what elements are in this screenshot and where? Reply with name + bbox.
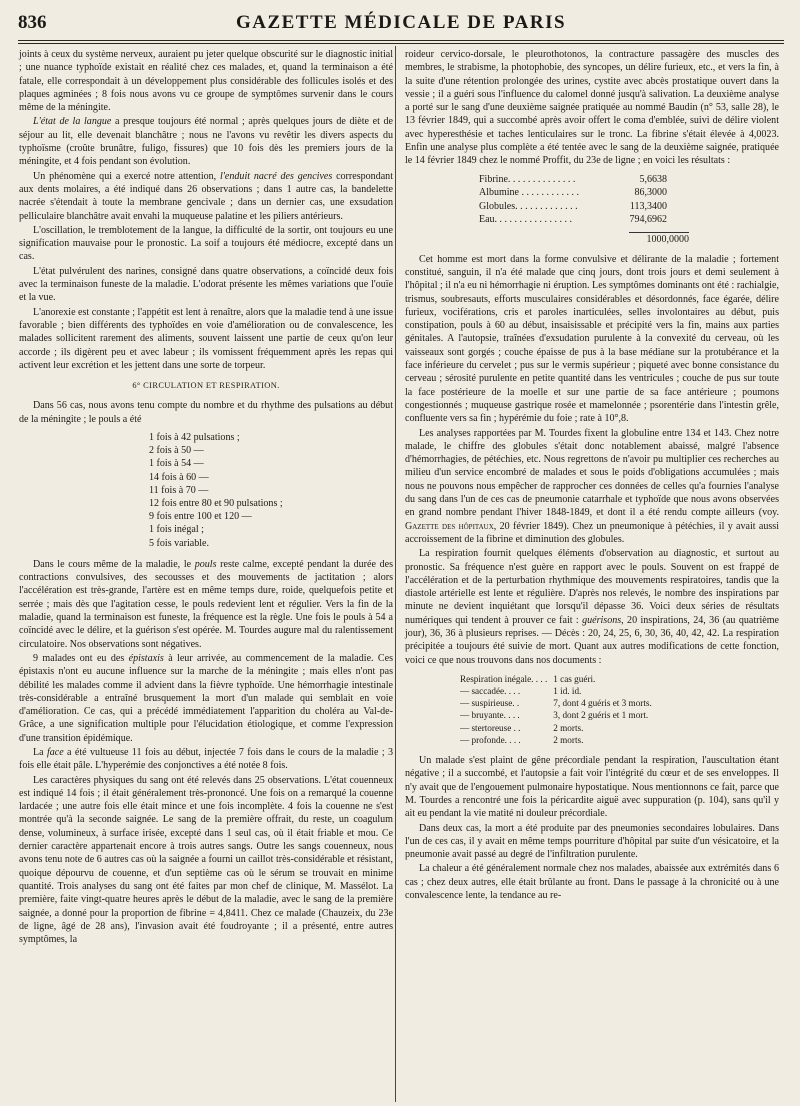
pulse-item: 11 fois à 70 — [149, 484, 209, 496]
table-row: Respiration inégale. . . . 1 cas guéri. [460, 673, 596, 684]
paragraph: Les analyses rapportées par M. Tourdes fixent la globuline entre 134 et 143. Chez notre malade, le chiffre des globules s'était donc notablement abaissé, malgré l'absence d'hémorrhagies, de pétéchies, etc. Nous regrettons de n'avoir pu multiplier ces recherches au milieu d'un service encombré de malades et sous le poids d'obligations accumulées ; mais nous ne pouvons nous empêcher de rapprocher ces données de celles qu'a fournies l'analyse du sang dans l'un de ces cas de pneumonie catarrhale et typhoïde que nous avons observées en grand nombre pendant l'hiver 1848-1849, et dont il a été rendu compte ailleurs (voy. Gazette des hôpitaux, 20 février 1849). Chez un pneumonique à pétéchies, il y avait aussi accroissement de la fibrine et diminution des globules. [405, 427, 779, 545]
page-header [18, 10, 784, 40]
pulse-list [149, 431, 393, 550]
paragraph: La chaleur a été généralement normale chez nos malades, abaissée aux extrémités dans 6 cas ; chez deux autres, elle était brûlante au front. Dans le passage à la chronicité ou à une convalescence lente, la tendance au re- [405, 863, 779, 902]
paragraph: Les caractères physiques du sang ont été relevés dans 25 observations. L'état couenneux est indiqué 14 fois ; il était généralement très-prononcé. Une fois on a remarqué la couenne lardacée ; une autre fois elle était mince et une fois incomplète. 4 fois la couenne ne s'est montrée qu'à la seconde saignée. Le sang de la première offrait, du reste, un coagulum dense, volumineux, à surface irisée, excepté dans 1 seul cas, où il était friable et mou. Ce dernier caractère appartenait encore à trois autres sangs. Outre les sangs couenneux, nous avons tenu note de 6 autres cas où la saignée a fourni un caillot très-considérable et résistant, quoique dépourvu de couenne, et d'un septième cas où le sérum se trouvait en minime quantité. Trois analyses du sang ont été faites par mon chef de clinique, M. Massélot. La première, faite vingt-quatre heures après le début de la maladie, avec le sang de la première saignée, a donné pour la proportion de fibrine = 4,8411. Chez ce malade (Chauzeix, du 23e de ligne, âgé de 28 ans), l'invasion avait été foudroyante ; il a présenté, entre autres symptômes, la [19, 774, 393, 946]
emphasis: épistaxis [128, 652, 164, 664]
paragraph: Dans deux cas, la mort a été produite par des pneumonies secondaires lobulaires. Dans l'un de ces cas, il y avait en même temps pourriture d'hôpital par suite d'un vésicatoire, et la pneumonie avait passé au degré de l'infiltration purulente. [405, 822, 779, 861]
emphasis: face [46, 747, 64, 758]
paragraph: L'état de la langue a presque toujours été normal ; après quelques jours de diète et de séjour au lit, elle devenait blanchâtre ; nous ne l'avons vu revêtir les divers aspects du typhoïsme (croûte brunâtre, fuligo, fissures) que 10 fois dès les premiers jours de la méningite, et 4 fois pendant son évolution. [19, 116, 393, 168]
analysis-total: 1000,0000 [629, 232, 689, 247]
paragraph: 9 malades ont eu des épistaxis à leur arrivée, au commencement de la maladie. Ces épistaxis n'ont eu aucune influence sur la marche de la méningite ; mais elles n'ont pas débilité les malades comme il advient dans la fièvre typhoïde. Une hémorrhagie intestinale très-considérable a entraîné brusquement la mort d'un malade qui semblait en voie d'amélioration. Ce cas, qui a précédé immédiatement l'apparition du choléra au Val-de-Grâce, a une signification multiple pour l'élucidation étiologique, et comme l'expression d'une transition épidémique. [19, 652, 394, 744]
paragraph: Un phénomène qui a exercé notre attention, l'enduit nacré des gencives correspondant aux dents molaires, a été indiqué dans 26 observations ; dans 1 autre cas, la bandelette nacrée s'étendait à toute la membrane gencivale ; dans un dernier cas, une exsudation pelliculaire blanchâtre avait envahi la muqueuse palatine et les piliers antérieurs. [19, 170, 393, 222]
journal-reference: Gazette des hôpitaux [405, 520, 494, 532]
emphasis: guérisons [582, 614, 622, 626]
paragraph: joints à ceux du système nerveux, auraient pu jeter quelque obscurité sur le diagnostic initial ; une nuance typhoïde existait en réalité chez ces malades, et, quand la terminaison a été fatale, elle correspondait à un développement plus considérable des follicules isolés et des plaques agminées ; 8 fois nous avons vu ce groupe de symptômes survenir dans le cours même de la méningite. [19, 49, 393, 114]
pulse-item: 1 fois inégal ; [149, 524, 204, 536]
column-divider [395, 46, 396, 1102]
header-rule-bottom [18, 43, 784, 44]
table-row: — suspirieuse. . 7, dont 4 guéris et 3 morts. [460, 698, 652, 709]
journal-title: GAZETTE MÉDICALE DE PARIS [235, 12, 567, 33]
table-row: — bruyante. . . . 3, dont 2 guéris et 1 mort. [460, 710, 649, 721]
table-row: Globules. . . . . . . . . . . . . 113,3400 [479, 200, 667, 212]
paragraph: Dans 56 cas, nous avons tenu compte du nombre et du rhythme des pulsations au début de la méningite ; le pouls a été [19, 400, 393, 425]
pulse-item: 9 fois entre 100 et 120 — [149, 511, 252, 523]
right-column [405, 48, 779, 903]
pulse-item: 2 fois à 50 — [149, 445, 204, 457]
emphasis: pouls [194, 558, 217, 570]
page-number: 836 [18, 12, 47, 33]
pulse-item: 14 fois à 60 — [149, 471, 209, 483]
blood-analysis-table [475, 173, 671, 227]
pulse-item: 5 fois variable. [149, 537, 209, 549]
paragraph: La face a été vultueuse 11 fois au début, injectée 7 fois dans le cours de la maladie ; 3 fois elle était pâle. L'hyperémie des conjonctives a été notée 8 fois. [19, 747, 393, 772]
pulse-item: 12 fois entre 80 et 90 pulsations ; [149, 498, 283, 510]
respiration-table [457, 673, 655, 746]
left-column [19, 48, 393, 947]
table-row: — stertoreuse . . 2 morts. [460, 722, 584, 733]
paragraph: L'oscillation, le tremblotement de la langue, la difficulté de la sortir, ont toujours eu une signification mauvaise pour le pronostic. La soif a toujours été médiocre, excepté dans un cas. [19, 224, 393, 263]
paragraph: La respiration fournit quelques éléments d'observation au diagnostic, et surtout au pronostic. Sa fréquence n'est guère en rapport avec le pouls. Souvent on est frappé de l'accélération et de la perturbation rhythmique des mouvements respiratoires, tandis que la diastole artérielle est lente et régulière. D'après nos relevés, le nombre des inspirations par minute ne devient inquiétant que lorsqu'il dépasse 36. Voici deux séries de résultats numériques qui tendent à prouver ce fait : guérisons, 20 inspirations, 24, 36 (au quatrième jour), 36, 36 à plusieurs reprises. — Décès : 20, 24, 25, 6, 30, 36, 40, 42, 42. La respiration précipitée a toujours été suivie de mort. Quant aux autres modifications de cette fonction, voici ce que nous trouvons dans nos documents : [405, 548, 779, 666]
section-heading: 6° CIRCULATION ET RESPIRATION. [132, 381, 280, 391]
emphasis: L'état de la langue [33, 116, 112, 128]
table-row: — profonde. . . . 2 morts. [460, 734, 584, 745]
header-rule-top [18, 40, 784, 41]
paragraph: L'état pulvérulent des narines, consigné dans quatre observations, a coïncidé deux fois avec la terminaison funeste de la maladie. L'odorat présente les mêmes variations que l'ouïe et la vue. [19, 265, 393, 304]
pulse-item: 1 fois à 42 pulsations ; [149, 432, 240, 444]
paragraph: roideur cervico-dorsale, le pleurothotonos, la contracture passagère des muscles des membres, le strabisme, la photophobie, des syncopes, un délire furieux, etc., et vers la fin, à la suite d'une rétention prolongée des urines, cystite avec abcès prostatique ouvert dans la vessie ; il a guéri sous l'influence du calomel donné jusqu'à salivation. La deuxième analyse a porté sur le sang d'une deuxième saignée pratiquée au nommé Baudin (n° 53, salle 28), le 13 février 1849, qui a succombé après avoir offert le coma d'emblée, suivi de délire violent avec hyperesthésie et taches lenticulaires sur le tronc. La fibrine s'était élevée à 4,0023. Enfin une analyse plus complète a été tentée avec le sang de la deuxième saignée, pratiquée le 14 février 1849 chez le nommé Proffit, du 23e de ligne ; en voici les résultats : [405, 49, 779, 167]
table-row: Albumine . . . . . . . . . . . . 86,3000 [479, 187, 667, 199]
paragraph: Un malade s'est plaint de gêne précordiale pendant la respiration, l'auscultation étant négative ; il a succombé, et l'autopsie a fait voir l'intégrité du cœur et de ses enveloppes. Il n'y avait que de l'engouement pulmonaire hypostatique. Nous mentionnons ce fait, parce que M. Tourdes a rencontré une fois la péricardite aiguë avec suppuration (p. 104), sans qu'il y ait eu pendant la vie matité ni douleur précordiale. [405, 755, 779, 820]
pulse-item: 1 fois à 54 — [149, 458, 204, 470]
emphasis: l'enduit nacré des gencives [219, 170, 333, 182]
table-row: — saccadée. . . . 1 id. id. [460, 686, 582, 697]
paragraph: L'anorexie est constante ; l'appétit est lent à renaître, alors que la maladie tend à une issue favorable ; bien différents des typhoïdes en voie d'amélioration ou de convalescence, les malades sollicitent rarement des aliments, souvent laissent une partie de ceux qu'on leur accorde ; ils digèrent peu et avec labeur ; ils vomissent fréquemment après les repas qui activent leur excrétion et les jettent dans une sorte de torpeur. [19, 306, 393, 371]
table-row: Eau. . . . . . . . . . . . . . . . 794,6962 [479, 214, 667, 226]
paragraph: Dans le cours même de la maladie, le pouls reste calme, excepté pendant la durée des contractions convulsives, des secousses et des mouvements de jactitation ; alors l'accélération est très-grande, l'artère est en même temps dure, roide, quelquefois petite et serrée ; mais dès que l'agitation cesse, le pouls redevient lent et régulier. Vers la fin de la maladie, quand la terminaison est funeste, la fréquence est la règle. Une fois le pouls à 54 a coïncidé avec le délire, et la guérison s'est opérée. M. Tourdes augure mal du ralentissement circulatoire. Nos observations sont négatives. [19, 558, 393, 650]
table-row: Fibrine. . . . . . . . . . . . . . 5,6638 [479, 173, 667, 185]
paragraph: Cet homme est mort dans la forme convulsive et délirante de la maladie ; fortement constitué, sanguin, il n'a été malade que cinq jours, dont trois jours et demi seulement à l'hôpital ; il n'a eu ni hémorrhagie ni éruption. Les symptômes dominants ont été : rachialgie, trismus, soubresauts, efforts musculaires considérables et désordonnés, face égarée, délire furieux, vociférations, cris et paroles inarticulées, selles involontaires au début, puis constipation, pouls à 60 au début, insaisissable et précipité vers la fin, mains aux parties génitales. A l'autopsie, traînées d'exsudation purulente à la convexité du cerveau, où les vaisseaux sont gorgés ; couche épaisse de pus à la base médiane sur la protubérance et la face inférieure du cervelet ; pus sur le vermis supérieur ; piqueté avec bonne consistance du cerveau ; sérosité purulente en petite quantité dans les ventricules ; couche de pus sur toute la face postérieure de la moelle et sur une partie de sa face antérieure ; poumons congestionnés ; muqueuse gastrique rosée et mamelonnée ; psorentérie dans l'intestin grêle, confluente vers sa fin ; hypérémie du foie ; rate à 10°,8. [405, 253, 779, 425]
